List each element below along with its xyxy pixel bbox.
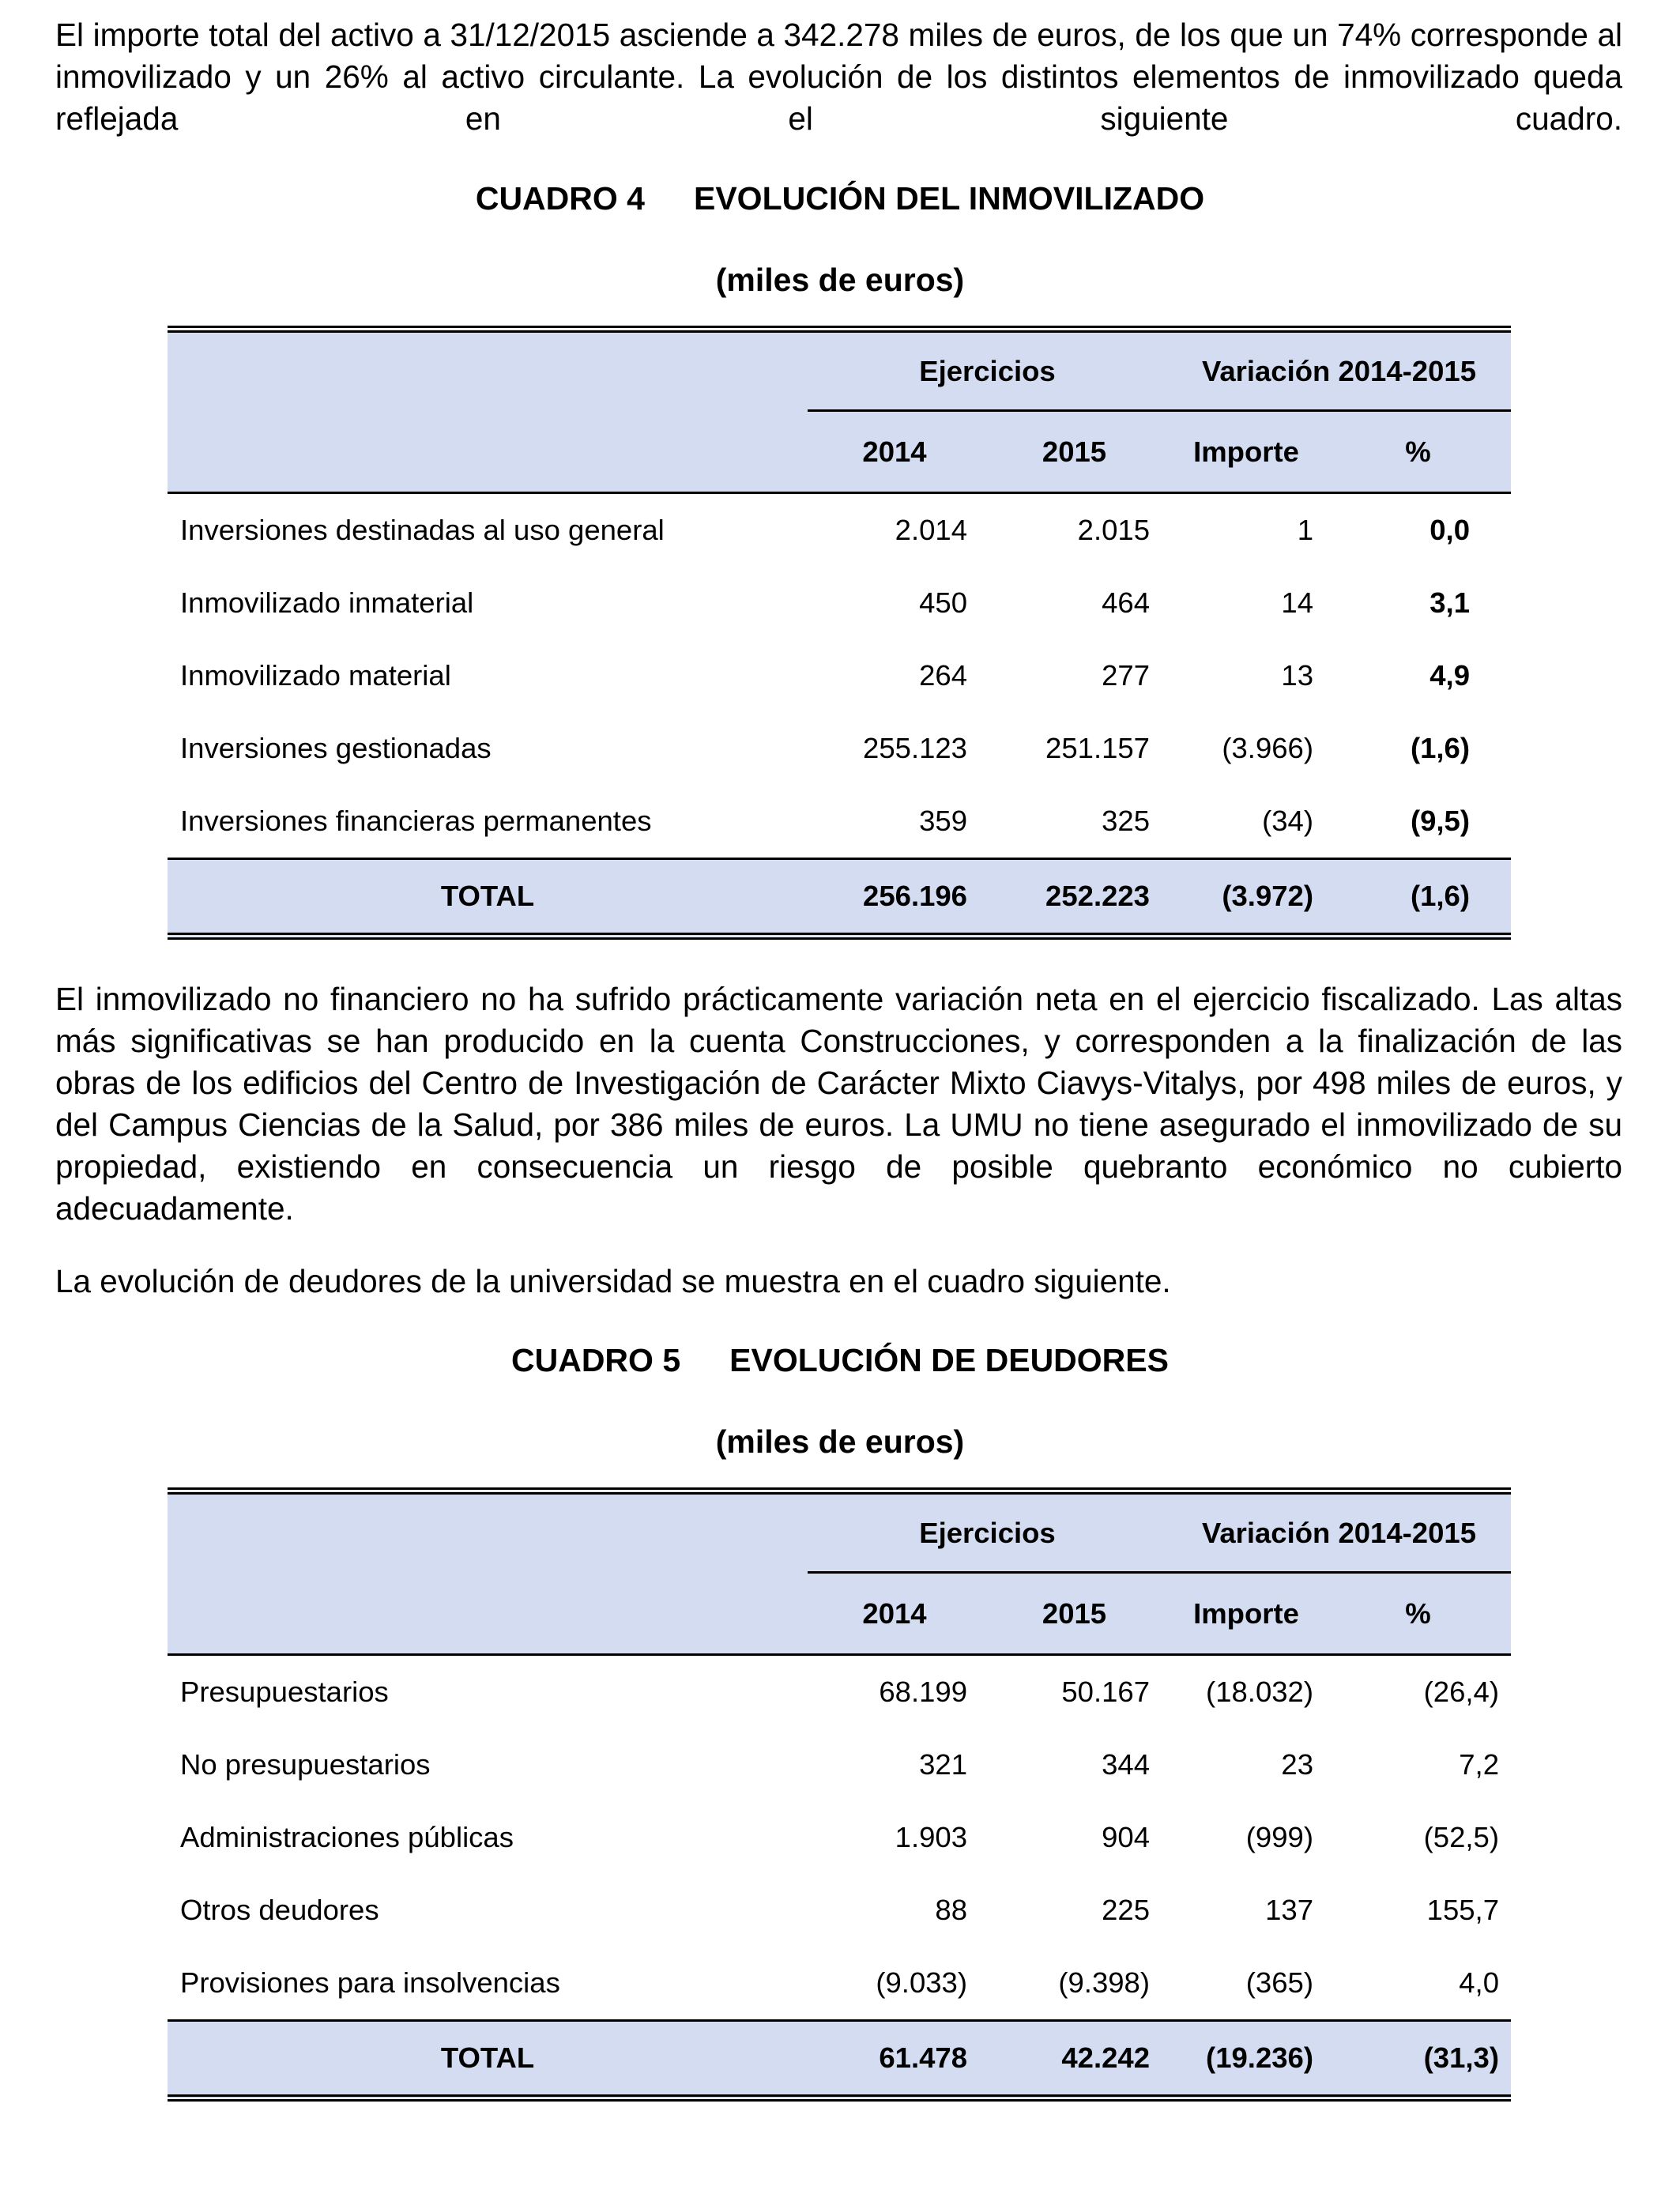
table5-total-importe: (19.236) <box>1167 2021 1325 2098</box>
table4-col-2015: 2015 <box>981 411 1167 493</box>
table5-cell-pct: 4,0 <box>1459 1966 1499 1999</box>
table5-row <box>168 1874 1511 1947</box>
table5-cell-2014: 88 <box>935 1894 967 1926</box>
table5-row-label: Otros deudores <box>180 1894 379 1926</box>
intro-paragraph: El importe total del activo a 31/12/2015 asciende a 342.278 miles de euros, de los que un 74% corresponde al inmovilizado y un 26% al activo circulante. La evolución de los distintos elementos de inmovilizado queda reflejada en el siguiente cuadro. <box>55 17 1622 137</box>
table4-cell-pct: 4,9 <box>1430 659 1470 692</box>
table5-cell-pct: 7,2 <box>1459 1748 1499 1781</box>
table4-row <box>168 639 1511 712</box>
table5-subtitle: (miles de euros) <box>715 1423 965 1460</box>
table5-cell-2015: 904 <box>1102 1821 1150 1853</box>
table5-deudores <box>168 1487 1511 2102</box>
table5-cell-2014: 68.199 <box>879 1676 967 1708</box>
table4-cell-2014: 450 <box>919 586 967 619</box>
table5-row <box>168 1947 1511 2021</box>
table4-row-label: Inversiones destinadas al uso general <box>180 514 665 546</box>
table4-row-label: Inversiones financieras permanentes <box>180 805 652 837</box>
table5-col-2014: 2014 <box>808 1573 981 1655</box>
table4-col-2014: 2014 <box>808 411 981 493</box>
table5-cell-2014: (9.033) <box>876 1966 967 1999</box>
table4-row-label: Inmovilizado inmaterial <box>180 586 474 619</box>
table5-total-pct: (31,3) <box>1325 2021 1511 2098</box>
table4-inmovilizado <box>168 326 1511 940</box>
table5-header-variacion: Variación 2014-2015 <box>1167 1491 1511 1573</box>
table4-number: CUADRO 4 <box>475 180 645 217</box>
table5-cell-2015: 50.167 <box>1061 1676 1150 1708</box>
table5-header-ejercicios: Ejercicios <box>808 1491 1167 1573</box>
table4-title <box>0 179 1680 218</box>
table4-cell-importe: 14 <box>1281 586 1313 619</box>
table4-row <box>168 785 1511 859</box>
table4-total-2015: 252.223 <box>981 859 1167 937</box>
table5-col-2015: 2015 <box>981 1573 1167 1655</box>
table5-total-label: TOTAL <box>168 2021 808 2098</box>
table5-cell-importe: (999) <box>1245 1821 1313 1853</box>
table5-cell-2014: 1.903 <box>895 1821 967 1853</box>
table5-cell-importe: (18.032) <box>1206 1676 1313 1708</box>
table5-cell-importe: 23 <box>1281 1748 1313 1781</box>
table5-col-pct: % <box>1325 1573 1511 1655</box>
table4-heading: EVOLUCIÓN DEL INMOVILIZADO <box>693 180 1205 217</box>
table4-header-blank <box>168 330 808 411</box>
table4-cell-importe: (34) <box>1262 805 1313 837</box>
table4-total-label: TOTAL <box>168 859 808 937</box>
table5-cell-2015: 344 <box>1102 1748 1150 1781</box>
table5-number: CUADRO 5 <box>511 1342 681 1378</box>
table5-cell-importe: (365) <box>1245 1966 1313 1999</box>
table5-row-label: No presupuestarios <box>180 1748 431 1781</box>
table5-cell-pct: (26,4) <box>1423 1676 1499 1708</box>
deudores-intro-paragraph: La evolución de deudores de la universidad se muestra en el cuadro siguiente. <box>55 1263 1171 1299</box>
table4-cell-importe: (3.966) <box>1222 732 1313 764</box>
table5-row-label: Presupuestarios <box>180 1676 389 1708</box>
table4-row <box>168 567 1511 639</box>
table4-cell-2015: 464 <box>1102 586 1150 619</box>
table5-total-2015: 42.242 <box>981 2021 1167 2098</box>
analysis-paragraph: El inmovilizado no financiero no ha sufrido prácticamente variación neta en el ejercicio fiscalizado. Las altas más significativas se han producido en la cuenta Construcciones, y corresponden a la finalización de las obras de los edificios del Centro de Investigación de Carácter Mixto Ciavys-Vitalys, por 498 miles de euros, y del Campus Ciencias de la Salud, por 386 miles de euros. La UMU no tiene asegurado el inmovilizado de su propiedad, existiendo en consecuencia un riesgo de posible quebranto económico no cubierto adecuadamente. <box>55 981 1622 1227</box>
table5-cell-pct: (52,5) <box>1423 1821 1499 1853</box>
table4-total-pct: (1,6) <box>1325 859 1511 937</box>
table5-col-importe: Importe <box>1167 1573 1325 1655</box>
table5-cell-2015: (9.398) <box>1058 1966 1150 1999</box>
table4-header-ejercicios: Ejercicios <box>808 330 1167 411</box>
table5-total-2014: 61.478 <box>808 2021 981 2098</box>
table4-subtitle: (miles de euros) <box>715 262 965 298</box>
table4-row <box>168 493 1511 567</box>
table5-header-blank <box>168 1491 808 1573</box>
table4-cell-pct: 0,0 <box>1430 514 1470 546</box>
table4-cell-2014: 255.123 <box>863 732 967 764</box>
table4-row-label: Inmovilizado material <box>180 659 451 692</box>
table4-cell-pct: 3,1 <box>1430 586 1470 619</box>
table5-cell-2014: 321 <box>919 1748 967 1781</box>
table4-cell-pct: (1,6) <box>1410 732 1470 764</box>
table4-cell-importe: 13 <box>1281 659 1313 692</box>
table5-row <box>168 1801 1511 1874</box>
table5-cell-importe: 137 <box>1265 1894 1313 1926</box>
table4-total-importe: (3.972) <box>1167 859 1325 937</box>
table5-total-row <box>168 2021 1511 2098</box>
table4-cell-2014: 359 <box>919 805 967 837</box>
table4-cell-pct: (9,5) <box>1410 805 1470 837</box>
table4-cell-importe: 1 <box>1297 514 1313 546</box>
table4-cell-2015: 277 <box>1102 659 1150 692</box>
table4-row-label: Inversiones gestionadas <box>180 732 492 764</box>
table5-cell-pct: 155,7 <box>1426 1894 1499 1926</box>
table4-cell-2015: 325 <box>1102 805 1150 837</box>
table4-cell-2014: 264 <box>919 659 967 692</box>
table5-row-label: Provisiones para insolvencias <box>180 1966 560 1999</box>
table4-col-pct: % <box>1325 411 1511 493</box>
table4-total-row <box>168 859 1511 937</box>
table5-row <box>168 1655 1511 1729</box>
table4-row <box>168 712 1511 785</box>
table4-cell-2014: 2.014 <box>895 514 967 546</box>
table5-heading: EVOLUCIÓN DE DEUDORES <box>729 1342 1169 1378</box>
table4-header-variacion: Variación 2014-2015 <box>1167 330 1511 411</box>
table5-row-label: Administraciones públicas <box>180 1821 514 1853</box>
table4-col-importe: Importe <box>1167 411 1325 493</box>
table4-total-2014: 256.196 <box>808 859 981 937</box>
table5-row <box>168 1728 1511 1801</box>
table4-cell-2015: 2.015 <box>1077 514 1150 546</box>
table5-title <box>0 1340 1680 1380</box>
table4-cell-2015: 251.157 <box>1045 732 1150 764</box>
table5-cell-2015: 225 <box>1102 1894 1150 1926</box>
